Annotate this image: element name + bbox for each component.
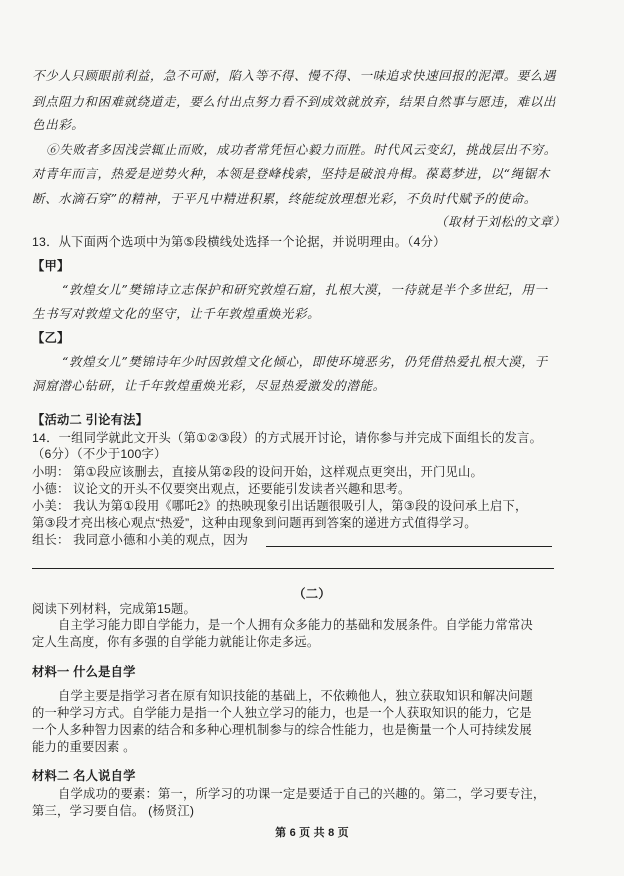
material-2-line: 自学成功的要素：第一，所学习的功课一定是要适于自己的兴趣的。第二，学习要专注，	[58, 787, 546, 801]
material-1-line: 能力的重要因素 。	[32, 740, 136, 754]
passage-line: 对青年而言，热爱是逆势火种，本领是登峰栈索，坚持是破浪舟楫。葆葛梦进，以“绳锯木	[32, 166, 550, 181]
option-jia-line: 生书写对敦煌文化的坚守，让千年敦煌重焕光彩。	[32, 306, 321, 321]
question-14-score: （6分）（不少于100字）	[32, 447, 167, 461]
activity-2-title: 【活动二 引论有法】	[32, 413, 149, 427]
question-13: 13．从下面两个选项中为第⑤段横线处选择一个论据，并说明理由。（4分）	[32, 235, 446, 249]
intro-body-line: 定人生高度，你有多强的自学能力就能让你走多远。	[32, 635, 320, 649]
discussion-line: 第③段才亮出核心观点“热爱”，这种由现象到问题再到答案的递进方式值得学习。	[32, 516, 477, 530]
discussion-line: 小美： 我认为第①段用《哪吒2》的热映现象引出话题很吸引人，第③段的设问承上启下，	[32, 499, 528, 513]
source-note: （取材于刘松的文章）	[434, 214, 566, 229]
discussion-line: 小德： 议论文的开头不仅要突出观点，还要能引发读者兴趣和思考。	[32, 482, 411, 496]
section-2-heading: （二）	[293, 587, 331, 601]
section-2-intro: 阅读下列材料，完成第15题。	[32, 602, 197, 616]
material-1-line: 自学主要是指学习者在原有知识技能的基础上，不依赖他人，独立获取知识和解决问题	[58, 689, 533, 703]
passage-line: 色出彩。	[32, 117, 85, 132]
option-jia-label: 【甲】	[32, 259, 70, 273]
intro-body-line: 自主学习能力即自学能力，是一个人拥有众多能力的基础和发展条件。自学能力常常决	[58, 618, 533, 632]
passage-line: 不少人只顾眼前利益，急不可耐，陷入等不得、慢不得、一味追求快速回报的泥潭。要么遇	[32, 68, 557, 83]
option-yi-label: 【乙】	[32, 331, 70, 345]
option-jia-line: “敦煌女儿”樊锦诗立志保护和研究敦煌石窟，扎根大漠，一待就是半个多世纪，用一	[62, 282, 548, 297]
material-2-title: 材料二 名人说自学	[32, 769, 136, 783]
material-1-line: 的一种学习方式。自学能力是指一个人独立学习的能力，也是一个人获取知识的能力，它是	[32, 706, 532, 720]
material-1-line: 一个人多种智力因素的结合和多种心理机制参与的综合性能力，也是衡量一个人可持续发展	[32, 723, 532, 737]
passage-line: ⑥失败者多因浅尝辄止而败，成功者常凭恒心毅力而胜。时代风云变幻，挑战层出不穷。	[46, 142, 557, 157]
answer-blank[interactable]	[32, 568, 554, 569]
passage-line: 到点阻力和困难就绕道走，要么付出点努力看不到成效就放弃，结果自然事与愿违，难以出	[32, 94, 557, 109]
answer-blank[interactable]	[266, 546, 552, 547]
material-2-line: 第三，学习要自信。 (杨贤江)	[32, 804, 195, 818]
material-1-title: 材料一 什么是自学	[32, 665, 136, 679]
page-footer: 第 6 页 共 8 页	[275, 827, 349, 839]
discussion-line: 小明： 第①段应该删去，直接从第②段的设问开始，这样观点更突出，开门见山。	[32, 465, 483, 479]
option-yi-line: 洞窟潜心钻研，让千年敦煌重焕光彩，尽显热爱激发的潜能。	[32, 378, 386, 393]
question-14: 14．一组同学就此文开头（第①②③段）的方式展开讨论，请你参与并完成下面组长的发言。	[32, 431, 543, 445]
group-leader-line: 组长： 我同意小德和小美的观点，因为	[32, 533, 249, 547]
passage-line: 断、水滴石穿”的精神，于平凡中精进积累，终能绽放理想光彩，不负时代赋予的使命。	[32, 191, 537, 206]
option-yi-line: “敦煌女儿”樊锦诗年少时因敦煌文化倾心，即使环境恶劣，仍凭借热爱扎根大漠，于	[62, 354, 548, 369]
